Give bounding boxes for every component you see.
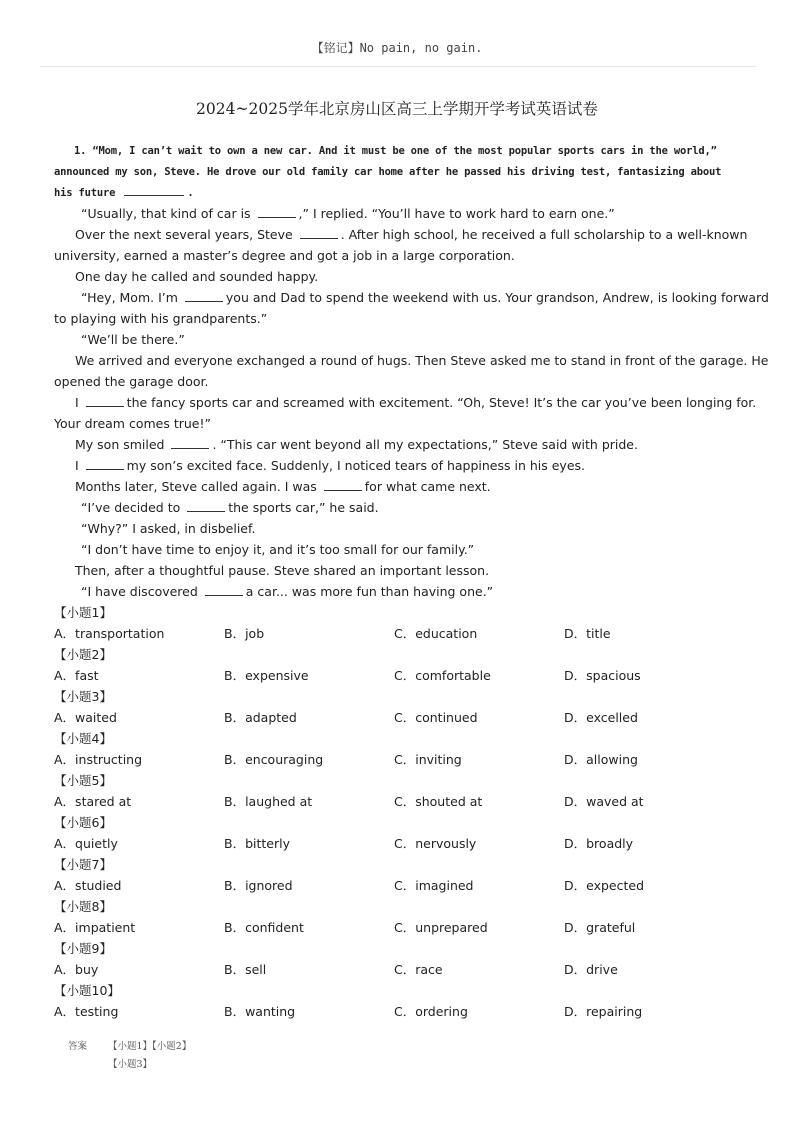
subquestion-label: 【小题5】	[54, 773, 112, 788]
option-c[interactable]: C．race	[394, 962, 443, 977]
option-a[interactable]: A．stared at	[54, 794, 132, 809]
option-c[interactable]: C．nervously	[394, 836, 477, 851]
passage-text: ,” I replied. “You’ll have to work hard to earn one.”	[298, 206, 615, 221]
subquestion-label: 【小题10】	[54, 983, 120, 998]
question-intro-end: .	[187, 187, 194, 199]
answer-blank	[185, 289, 223, 302]
passage-text: my son’s excited face. Suddenly, I noticed tears of happiness in his eyes.	[126, 458, 586, 473]
passage-text: I	[75, 395, 79, 410]
option-a[interactable]: A．quietly	[54, 836, 118, 851]
subquestion-label: 【小题2】	[54, 647, 112, 662]
subquestion-label: 【小题3】	[54, 689, 112, 704]
subquestion-label: 【小题6】	[54, 815, 112, 830]
option-b[interactable]: B．bitterly	[224, 836, 290, 851]
option-a[interactable]: A．studied	[54, 878, 122, 893]
passage-text: . After high school, he received a full scholarship to a well-known	[340, 227, 748, 242]
option-b[interactable]: B．wanting	[224, 1004, 296, 1019]
subquestion-label: 【小题8】	[54, 899, 112, 914]
option-c[interactable]: C．inviting	[394, 752, 462, 767]
option-b[interactable]: B．adapted	[224, 710, 297, 725]
passage-line	[54, 245, 515, 266]
answer-blank	[205, 583, 243, 596]
option-a[interactable]: A．instructing	[54, 752, 143, 767]
answer-row-2: 【小题3】	[108, 1059, 153, 1070]
option-b[interactable]: B．encouraging	[224, 752, 324, 767]
passage-text: university, earned a master’s degree and got a job in a large corporation.	[54, 248, 515, 263]
option-b[interactable]: B．sell	[224, 962, 267, 977]
passage-line	[81, 518, 255, 539]
answer-blank	[124, 183, 184, 196]
option-a[interactable]: A．waited	[54, 710, 117, 725]
passage-text: the fancy sports car and screamed with excitement. “Oh, Steve! It’s the car you’ve been longing for.	[126, 395, 757, 410]
option-b[interactable]: B．ignored	[224, 878, 293, 893]
passage-line	[81, 203, 615, 224]
option-d[interactable]: D．broadly	[564, 836, 634, 851]
option-b[interactable]: B．laughed at	[224, 794, 313, 809]
passage-line	[75, 434, 638, 455]
option-d[interactable]: D．title	[564, 626, 611, 641]
option-c[interactable]: C．imagined	[394, 878, 474, 893]
subquestion-label: 【小题4】	[54, 731, 112, 746]
passage-text: you and Dad to spend the weekend with us. Your grandson, Andrew, is looking forward	[225, 290, 769, 305]
option-c[interactable]: C．shouted at	[394, 794, 483, 809]
passage-text: “I don’t have time to enjoy it, and it’s too small for our family.”	[81, 542, 475, 557]
passage-text: “Hey, Mom. I’m	[81, 290, 178, 305]
option-d[interactable]: D．repairing	[564, 1004, 643, 1019]
question-intro-text: 1. “Mom, I can’t wait to own a new car. And it must be one of the most popular sports cars in the world,” announced my son, Steve. He drove our old family car home after he passed his driving test, fantasizing about his future	[54, 145, 722, 199]
passage-line	[81, 581, 493, 602]
passage-line	[54, 413, 211, 434]
passage-text: a car... was more fun than having one.”	[245, 584, 494, 599]
option-b[interactable]: B．job	[224, 626, 265, 641]
option-d[interactable]: D．grateful	[564, 920, 636, 935]
option-b[interactable]: B．expensive	[224, 668, 309, 683]
subquestion-label: 【小题1】	[54, 605, 112, 620]
option-a[interactable]: A．fast	[54, 668, 99, 683]
passage-text: I	[75, 458, 79, 473]
passage-text: We arrived and everyone exchanged a round of hugs. Then Steve asked me to stand in front of the garage. He	[75, 353, 769, 368]
passage-text: Over the next several years, Steve	[75, 227, 293, 242]
page-header-motto: 【铭记】No pain, no gain.	[311, 41, 483, 55]
answer-blank	[258, 205, 296, 218]
option-d[interactable]: D．drive	[564, 962, 618, 977]
passage-text: “Usually, that kind of car is	[81, 206, 251, 221]
question-intro	[54, 141, 744, 204]
option-b[interactable]: B．confident	[224, 920, 304, 935]
passage-text: Then, after a thoughtful pause. Steve shared an important lesson.	[75, 563, 490, 578]
subquestion-label: 【小题7】	[54, 857, 112, 872]
passage-text: opened the garage door.	[54, 374, 209, 389]
answer-blank	[187, 499, 225, 512]
passage-text: the sports car,” he said.	[228, 500, 379, 515]
passage-line	[75, 560, 489, 581]
passage-line	[75, 350, 768, 371]
passage-text: “I’ve decided to	[81, 500, 181, 515]
option-c[interactable]: C．comfortable	[394, 668, 491, 683]
option-d[interactable]: D．expected	[564, 878, 645, 893]
option-a[interactable]: A．impatient	[54, 920, 136, 935]
option-d[interactable]: D．allowing	[564, 752, 638, 767]
passage-text: Months later, Steve called again. I was	[75, 479, 317, 494]
passage-line	[75, 266, 318, 287]
passage-line	[81, 539, 474, 560]
passage-text: “Why?” I asked, in disbelief.	[81, 521, 256, 536]
answer-blank	[86, 457, 124, 470]
passage-line	[75, 224, 747, 245]
passage-text: . “This car went beyond all my expectations,” Steve said with pride.	[212, 437, 638, 452]
answer-row-1: 【小题1】【小题2】	[108, 1041, 192, 1052]
option-d[interactable]: D．spacious	[564, 668, 641, 683]
option-c[interactable]: C．unprepared	[394, 920, 488, 935]
passage-line	[75, 392, 756, 413]
option-a[interactable]: A．transportation	[54, 626, 165, 641]
passage-line	[54, 371, 208, 392]
option-c[interactable]: C．education	[394, 626, 478, 641]
subquestion-label: 【小题9】	[54, 941, 112, 956]
header-divider	[40, 66, 756, 67]
passage-text: My son smiled	[75, 437, 165, 452]
answer-blank	[171, 436, 209, 449]
passage-line	[81, 497, 379, 518]
passage-text: One day he called and sounded happy.	[75, 269, 319, 284]
passage-text: to playing with his grandparents.”	[54, 311, 268, 326]
answer-blank	[86, 394, 124, 407]
passage-line	[75, 476, 491, 497]
passage-line	[81, 287, 769, 308]
passage-text: “I have discovered	[81, 584, 198, 599]
option-c[interactable]: C．continued	[394, 710, 478, 725]
passage-text: “We’ll be there.”	[81, 332, 185, 347]
passage-line	[81, 329, 185, 350]
passage-line	[75, 455, 585, 476]
passage-text: for what came next.	[364, 479, 491, 494]
answer-blank	[324, 478, 362, 491]
option-d[interactable]: D．waved at	[564, 794, 644, 809]
passage-line	[54, 308, 267, 329]
option-a[interactable]: A．testing	[54, 1004, 119, 1019]
option-c[interactable]: C．ordering	[394, 1004, 468, 1019]
option-a[interactable]: A．buy	[54, 962, 99, 977]
answer-label: 答案	[68, 1041, 88, 1052]
passage-text: Your dream comes true!”	[54, 416, 211, 431]
page-title: 2024~2025学年北京房山区高三上学期开学考试英语试卷	[196, 100, 598, 118]
answer-blank	[300, 226, 338, 239]
option-d[interactable]: D．excelled	[564, 710, 638, 725]
